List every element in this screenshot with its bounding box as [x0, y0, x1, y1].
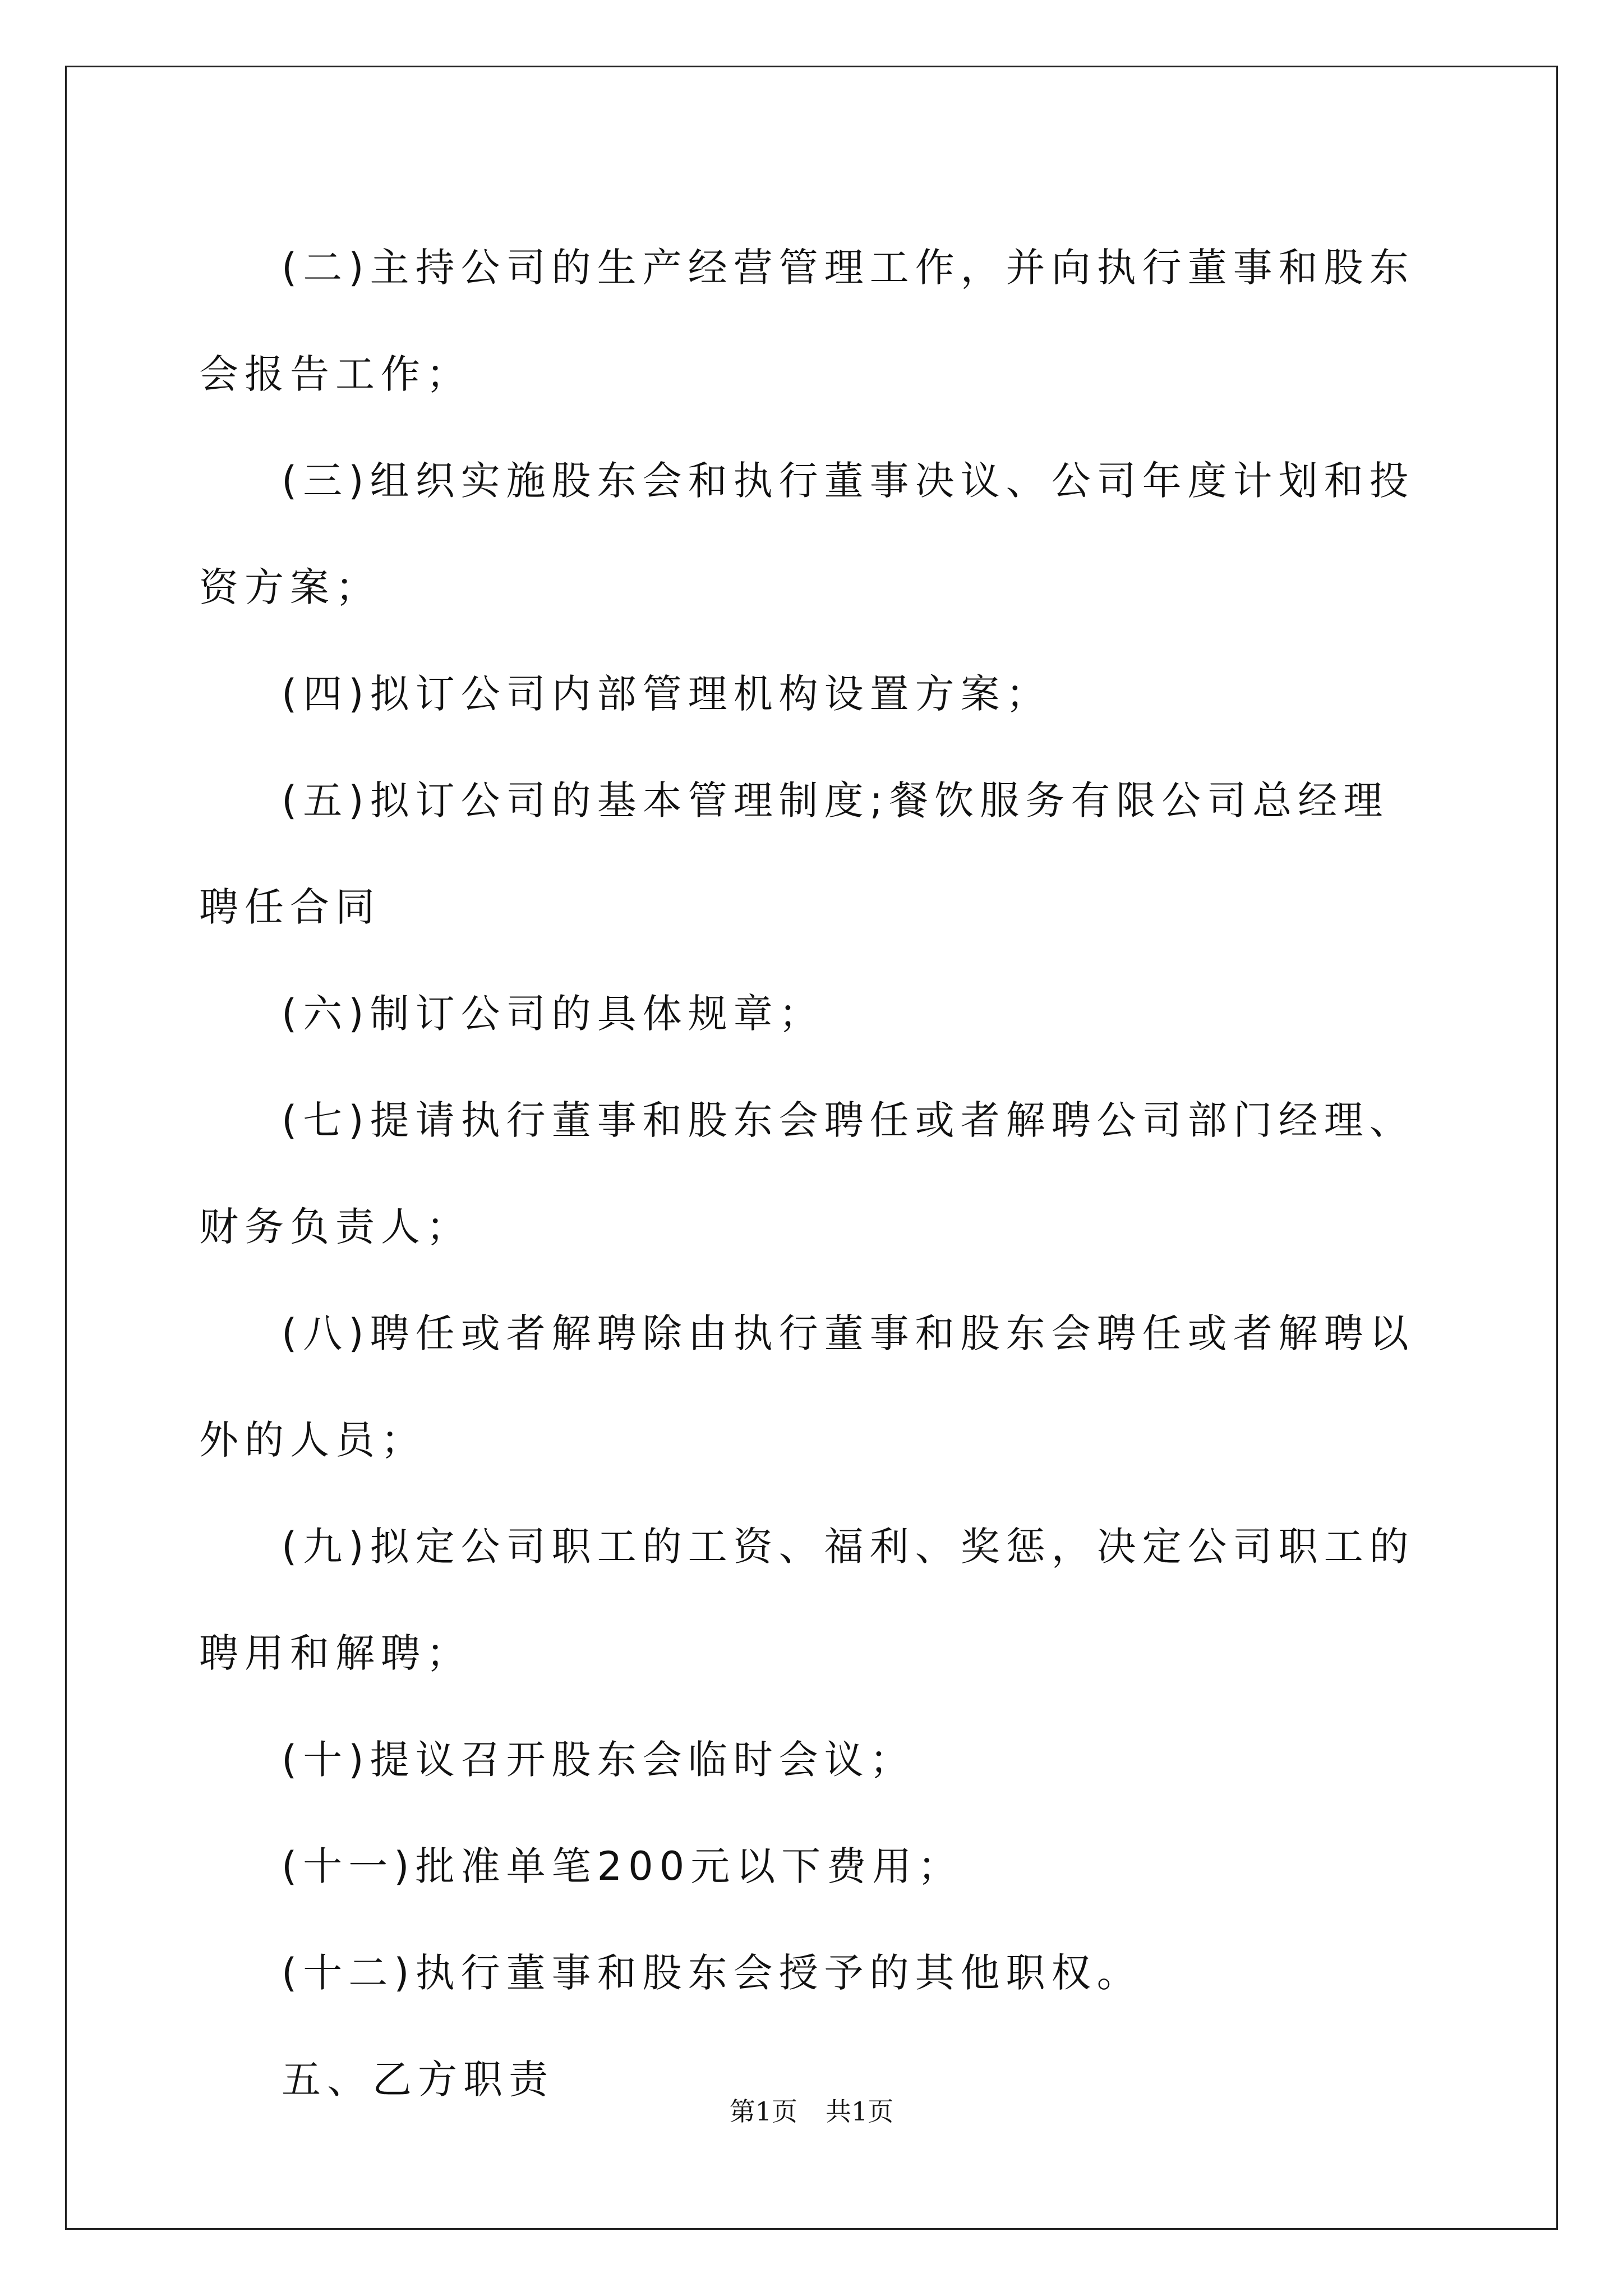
paragraph-item-12: (十二)执行董事和股东会授予的其他职权。 [282, 1950, 1142, 1996]
document-body [199, 214, 1433, 2133]
paragraph-item-4: (四)拟订公司内部管理机构设置方案； [282, 671, 1052, 717]
paragraph-item-11: (十一)批准单笔200元以下费用； [282, 1843, 963, 1889]
paragraph-item-9: (九)拟定公司职工的工资、福利、奖惩，决定公司职工的聘用和解聘； [199, 1524, 1415, 1676]
paragraph-item-2: (二)主持公司的生产经营管理工作，并向执行董事和股东会报告工作； [199, 245, 1415, 397]
paragraph-item-5: (五)拟订公司的基本管理制度;餐饮服务有限公司总经理聘任合同 [199, 777, 1389, 930]
page-footer [0, 2091, 1623, 2128]
paragraph-item-7: (七)提请执行董事和股东会聘任或者解聘公司部门经理、财务负责人； [199, 1097, 1415, 1250]
paragraph-item-3: (三)组织实施股东会和执行董事决议、公司年度计划和投资方案； [199, 458, 1415, 610]
paragraph-item-10: (十)提议召开股东会临时会议； [282, 1737, 915, 1783]
paragraph-item-6: (六)制订公司的具体规章； [282, 991, 824, 1037]
page-total: 共1页 [826, 2096, 894, 2127]
page-number: 第1页 [729, 2096, 797, 2127]
section-heading-party-b-duties: 五、乙方职责 [282, 2056, 554, 2102]
paragraph-item-8: (八)聘任或者解聘除由执行董事和股东会聘任或者解聘以外的人员； [199, 1310, 1415, 1463]
